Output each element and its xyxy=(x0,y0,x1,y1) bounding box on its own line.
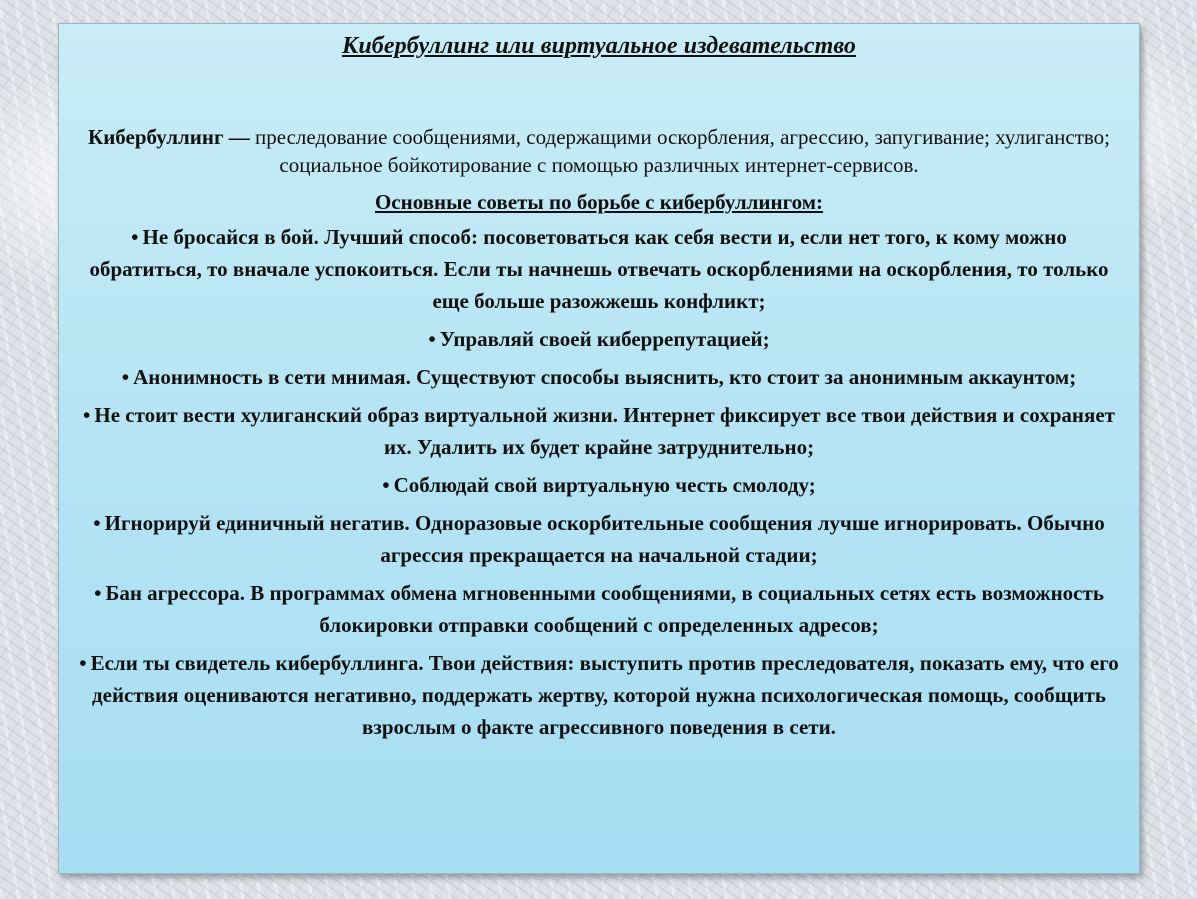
tip-item xyxy=(73,361,1125,393)
tip-text: Не стоит вести хулиганский образ виртуальной жизни. Интернет фиксирует все твои действия и сохраняет их. Удалить их будет крайне затруднительно; xyxy=(94,403,1115,459)
tip-text: Анонимность в сети мнимая. Существуют способы выяснить, кто стоит за анонимным аккаунтом; xyxy=(133,365,1077,389)
tip-item xyxy=(73,577,1125,641)
definition-text: преследование сообщениями, содержащими оскорбления, агрессию, запугивание; хулиганство; социальное бойкотирование с помощью различных интернет-сервисов. xyxy=(255,125,1110,177)
tip-item xyxy=(73,323,1125,355)
tip-item xyxy=(73,647,1125,743)
bullet-icon: • xyxy=(83,403,91,427)
tip-item xyxy=(73,469,1125,501)
bullet-icon: • xyxy=(382,473,390,497)
tip-text: Игнорируй единичный негатив. Одноразовые оскорбительные сообщения лучше игнорировать. Обычно агрессия прекращается на начальной стадии; xyxy=(104,511,1105,567)
tips-list xyxy=(73,221,1125,743)
bullet-icon: • xyxy=(121,365,130,389)
tip-item xyxy=(73,399,1125,463)
bullet-icon: • xyxy=(131,225,139,249)
tip-item xyxy=(73,507,1125,571)
bullet-icon: • xyxy=(79,651,87,675)
tips-heading: Основные советы по борьбе с кибербуллингом: xyxy=(374,190,824,214)
tip-text: Соблюдай свой виртуальную честь смолоду; xyxy=(393,473,816,497)
tip-text: Не бросайся в бой. Лучший способ: посоветоваться как себя вести и, если нет того, к кому можно обратиться, то вначале успокоиться. Если ты начнешь отвечать оскорблениями на оскорбления, то только еще больше разожжешь конфликт; xyxy=(89,225,1109,313)
bullet-icon: • xyxy=(93,511,101,535)
tip-item xyxy=(73,221,1125,317)
tip-text: Управляй своей киберрепутацией; xyxy=(439,327,770,351)
tip-text: Бан агрессора. В программах обмена мгновенными сообщениями, в социальных сетях есть возможность блокировки отправки сообщений с определенных адресов; xyxy=(105,581,1104,637)
bullet-icon: • xyxy=(94,581,102,605)
bullet-icon: • xyxy=(428,327,436,351)
slide-title: Кибербуллинг или виртуальное издевательство xyxy=(341,33,857,59)
tip-text: Если ты свидетель кибербуллинга. Твои действия: выступить против преследователя, показать ему, что его действия оцениваются негативно, поддержать жертву, которой нужна психологическая помощь, сообщить взрослым о факте агрессивного поведения в сети. xyxy=(90,651,1119,739)
definition-term: Кибербуллинг — xyxy=(87,125,250,149)
definition-paragraph xyxy=(73,123,1125,179)
slide-panel xyxy=(58,23,1140,874)
